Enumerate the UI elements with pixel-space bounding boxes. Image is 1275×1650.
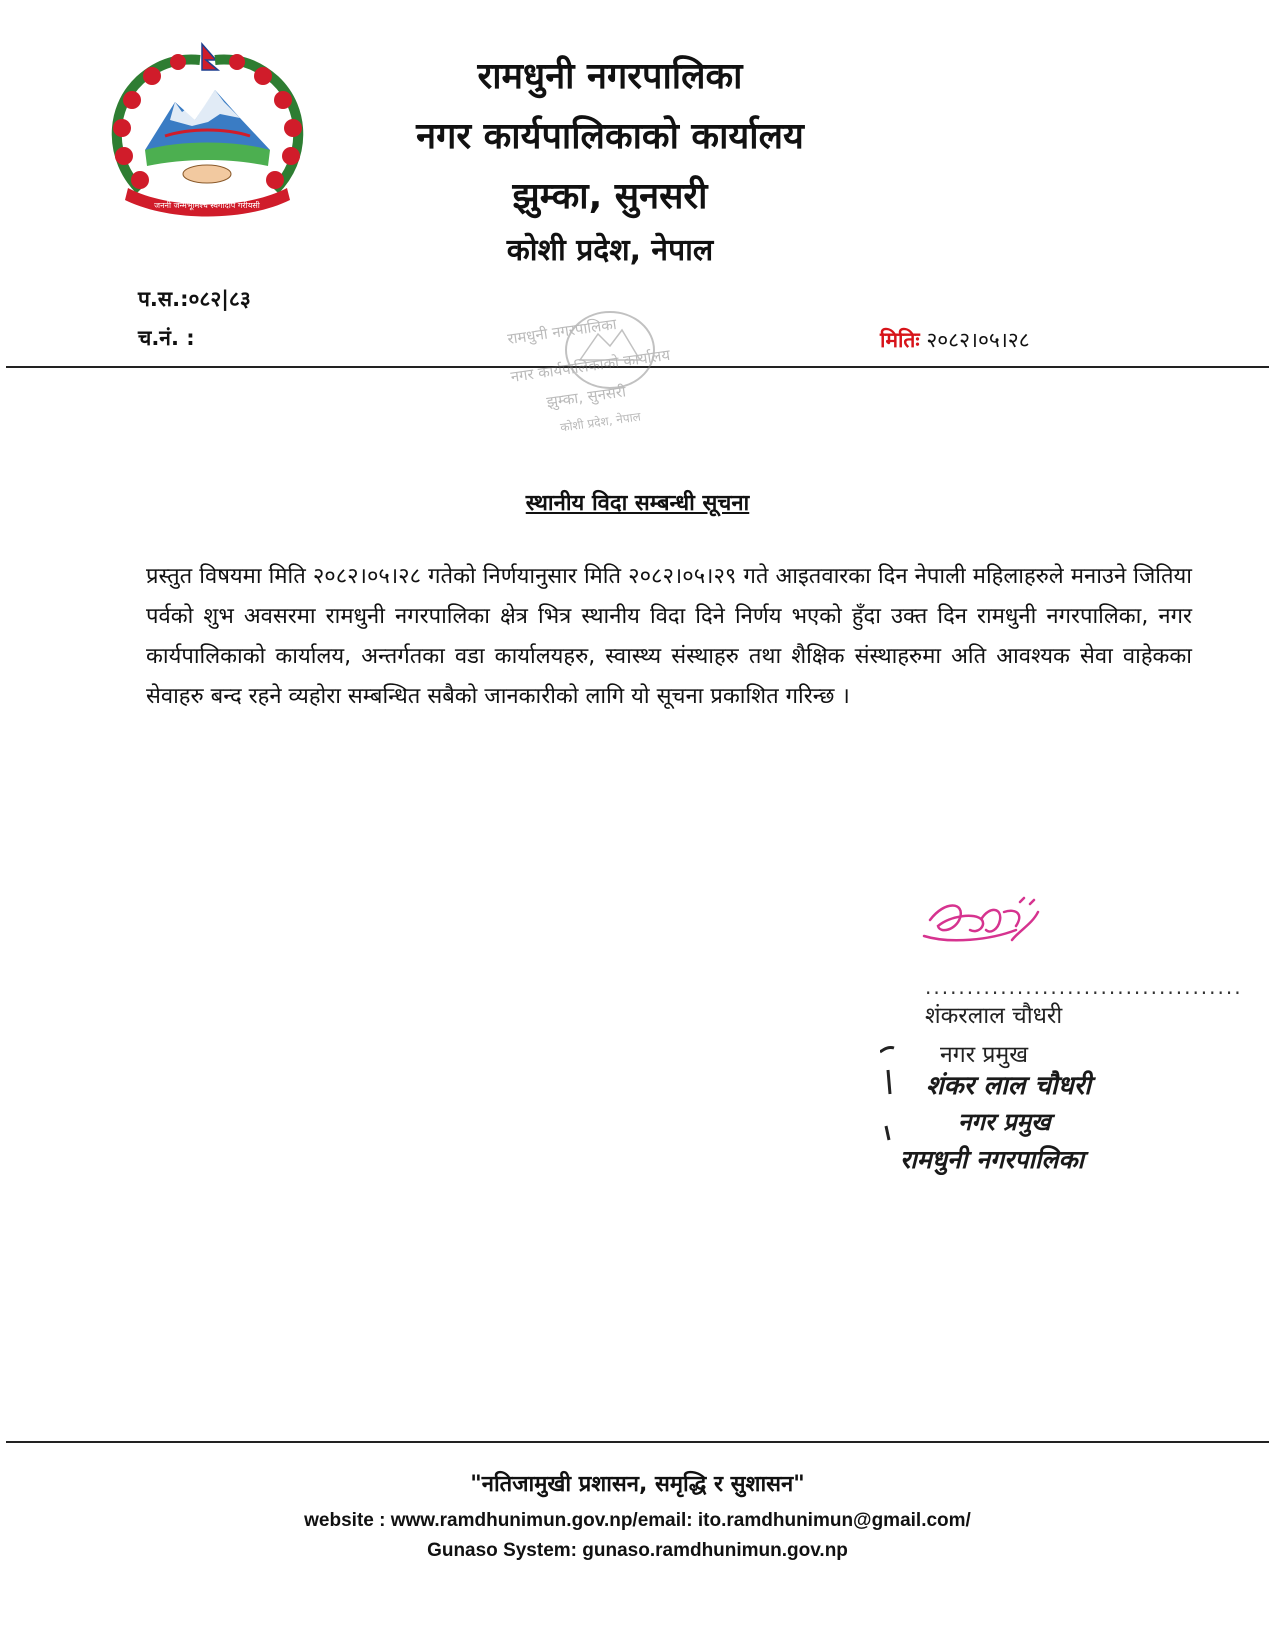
footer-gunaso-system: Gunaso System: gunaso.ramdhunimun.gov.np xyxy=(427,1540,848,1561)
footer-motto: "नतिजामुखी प्रशासन, समृद्धि र सुशासन" xyxy=(470,1472,805,1497)
nepal-emblem-logo xyxy=(100,40,315,220)
date-label: मितिः xyxy=(880,328,920,352)
notice-subject-text: स्थानीय विदा सम्बन्धी सूचना xyxy=(525,491,750,516)
svg-text:रामधुनी नगरपालिका: रामधुनी नगरपालिका xyxy=(900,1145,1085,1174)
svg-text:नगर कार्यपालिकाको कार्यालय: नगर कार्यपालिकाको कार्यालय xyxy=(509,345,672,386)
svg-text:नगर प्रमुख: नगर प्रमुख xyxy=(958,1108,1051,1136)
name-seal-stamp xyxy=(880,1030,1180,1175)
svg-text:जननी जन्मभूमिश्च स्वर्गादपि गर: जननी जन्मभूमिश्च स्वर्गादपि गरीयसी xyxy=(154,201,260,210)
notice-body: प्रस्तुत विषयमा मिति २०८२।०५।२८ गतेको निर्णयानुसार मिति २०८२।०५।२९ गते आइतवारका दिन नेपाली महिलाहरुले मनाउने जितिया पर्वको शुभ अवसरमा रामधुनी नगरपालिका क्षेत्र भित्र स्थानीय विदा दिने निर्णय भएको हुँदा उक्त दिन रामधुनी नगरपालिका, नगर कार्यपालिकाको कार्यालय, अन्तर्गतका वडा कार्यालयहरु, स्वास्थ्य संस्थाहरु तथा शैक्षिक संस्थाहरुमा अति आवश्यक सेवा वाहेकका सेवाहरु बन्द रहने व्यहोरा सम्बन्धित सबैको जानकारीको लागि यो सूचना प्रकाशित गरिन्छ । xyxy=(146,564,1192,709)
handwritten-signature xyxy=(920,890,1050,960)
letter-reference-number: प.स.:०८२|८३ xyxy=(138,287,251,311)
office-name: नगर कार्यपालिकाको कार्यालय xyxy=(416,116,804,157)
signatory-name: शंकरलाल चौधरी xyxy=(925,1003,1063,1029)
letter-date xyxy=(880,326,1030,354)
municipality-name: रामधुनी नगरपालिका xyxy=(477,56,743,97)
office-stamp xyxy=(480,290,740,460)
signatory-title: नगर प्रमुख xyxy=(940,1042,1029,1068)
notice-subject xyxy=(0,487,1275,517)
footer-divider xyxy=(6,1441,1269,1443)
province-country: कोशी प्रदेश, नेपाल xyxy=(506,233,714,268)
office-location: झुम्का, सुनसरी xyxy=(512,176,708,217)
svg-text:झुम्का, सुनसरी: झुम्का, सुनसरी xyxy=(545,382,628,412)
svg-text:रामधुनी नगरपालिका: रामधुनी नगरपालिका xyxy=(506,314,618,349)
dispatch-number: च.नं. : xyxy=(138,326,195,350)
svg-text:कोशी प्रदेश, नेपाल: कोशी प्रदेश, नेपाल xyxy=(559,409,642,435)
svg-text:शंकर लाल चौधरी: शंकर लाल चौधरी xyxy=(926,1071,1091,1101)
footer-website-email: website : www.ramdhunimun.gov.np/email: ito.ramdhunimun@gmail.com/ xyxy=(304,1510,971,1531)
signature-line: ...................................... xyxy=(925,975,1243,999)
date-value: २०८२।०५।२८ xyxy=(926,328,1030,352)
